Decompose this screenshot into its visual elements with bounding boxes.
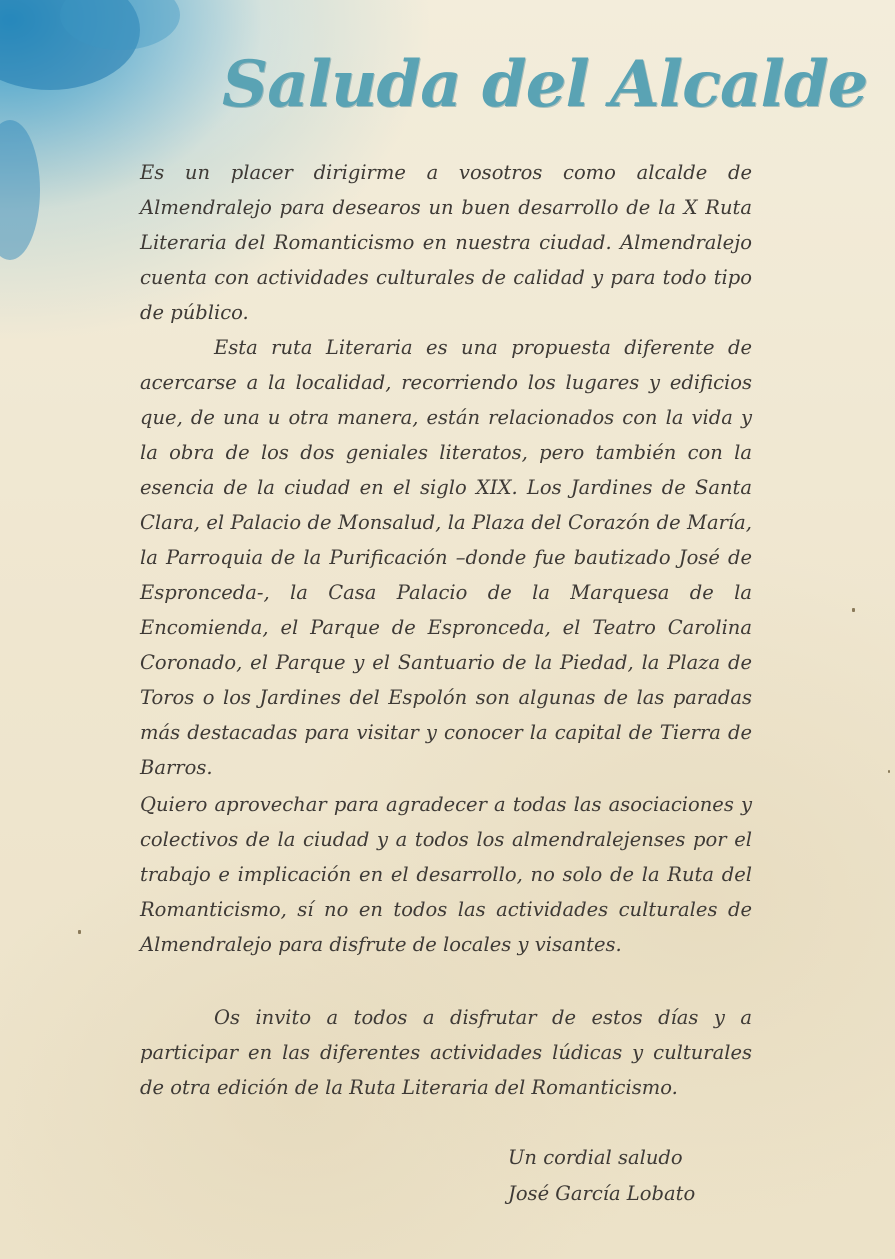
signature-name: José García Lobato <box>508 1182 696 1205</box>
paragraph-route: Esta ruta Literaria es una propuesta diferente de acercarse a la localidad, recorriendo los lugares y edificios que, de una u otra manera, están relacionados con la vida y la obra de los dos geniales literatos, pero también con la esencia de la ciudad en el siglo XIX. Los Jardines de Santa Clara, el Palacio de Monsalud, la Plaza del Corazón de María, la Parroquia de la Purificación –donde fue bautizado José de Espronceda-, la Casa Palacio de la Marquesa de la Encomienda, el Parque de Espronceda, el Teatro Carolina Coronado, el Parque y el Santuario de la Piedad, la Plaza de Toros o los Jardines del Espolón son algunas de las paradas más destacadas para visitar y conocer la capital de Tierra de Barros. <box>140 336 752 779</box>
paper-speck <box>78 930 81 934</box>
paper-speck <box>888 770 890 773</box>
closing-line: Un cordial saludo <box>508 1146 683 1169</box>
paragraph-thanks: Quiero aprovechar para agradecer a todas las asociaciones y colectivos de la ciudad y a todos los almendralejenses por el trabajo e implicación en el desarrollo, no solo de la Ruta del Romanticismo, sí no en todos las actividades culturales de Almendralejo para disfrute de locales y visantes. <box>140 793 752 956</box>
paragraph-invitation: Os invito a todos a disfrutar de estos días y a participar en las diferentes actividades lúdicas y culturales de otra edición de la Ruta Literaria del Romanticismo. <box>140 1006 752 1099</box>
watercolor-splash <box>0 120 40 260</box>
signature-block <box>508 1140 695 1212</box>
paper-speck <box>852 608 855 612</box>
paragraph-greeting: Es un placer dirigirme a vosotros como alcalde de Almendralejo para desearos un buen desarrollo de la X Ruta Literaria del Romanticismo en nuestra ciudad. Almendralejo cuenta con actividades culturales de calidad y para todo tipo de público. <box>140 161 752 324</box>
page-title: Saluda del Alcalde <box>222 47 868 122</box>
